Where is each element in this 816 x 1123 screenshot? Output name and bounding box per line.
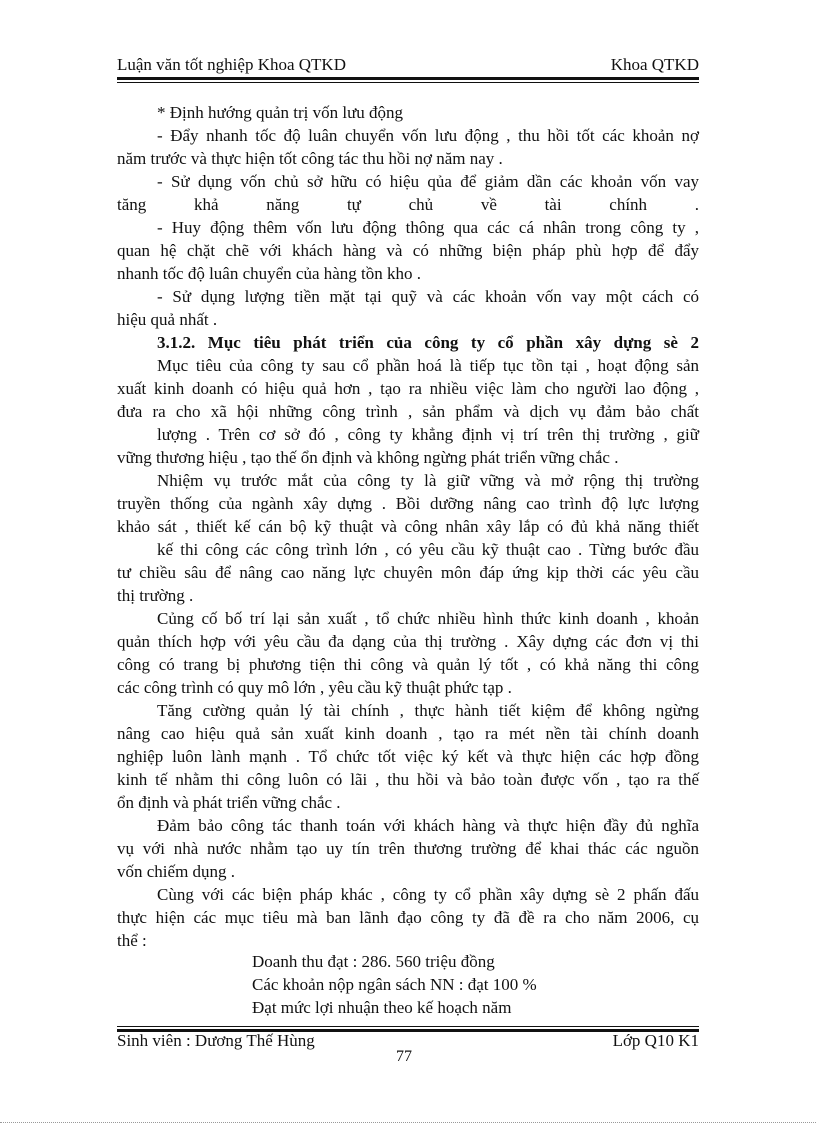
body-line: lượng . Trên cơ sở đó , công ty khẳng định vị trí trên thị trường , giữ — [157, 425, 699, 444]
body-line: kế thi công các công trình lớn , có yêu cầu kỹ thuật cao . Từng bước đầu — [157, 540, 699, 559]
body-line: hiệu quả nhất . — [117, 310, 218, 329]
target-budget: Các khoản nộp ngân sách NN : đạt 100 % — [252, 975, 537, 994]
body-line: Đảm bảo công tác thanh toán với khách hàng và thực hiện đầy đủ nghĩa — [157, 816, 699, 835]
footer-rule-thin — [117, 1026, 699, 1027]
body-line: tăng khả năng tự chủ về tài chính . — [117, 195, 699, 214]
section-heading: 3.1.2. Mục tiêu phát triển của công ty cổ phần xây dựng sè 2 — [157, 333, 699, 352]
body-line: quản thích hợp với yêu cầu đa dạng của thị trường . Xây dựng các đơn vị thi — [117, 632, 699, 651]
body-line: xuất kinh doanh có hiệu quả hơn , tạo ra nhiều việc làm cho người lao động , — [117, 379, 699, 398]
body-line: - Đẩy nhanh tốc độ luân chuyển vốn lưu động , thu hồi tốt các khoản nợ — [157, 126, 699, 145]
body-line: quan hệ chặt chẽ với khách hàng và có những biện pháp phù hợp để đẩy — [117, 241, 699, 260]
body-line: nhanh tốc độ luân chuyển của hàng tồn kho . — [117, 264, 422, 283]
body-line: - Huy động thêm vốn lưu động thông qua các cá nhân trong công ty , — [157, 218, 699, 237]
body-line: khảo sát , thiết kế cán bộ kỹ thuật và công nhân xây lắp có đủ khả năng thiết — [117, 517, 699, 536]
body-line: công có trang bị phương tiện thi công và quản lý tốt , có khả năng thi công — [117, 655, 699, 674]
body-line: thể : — [117, 931, 147, 950]
body-line: ổn định và phát triển vững chắc . — [117, 793, 341, 812]
body-line: các công trình có quy mô lớn , yêu cầu kỹ thuật phức tạp . — [117, 678, 512, 697]
body-line: - Sử dụng lượng tiền mặt tại quỹ và các khoản vốn vay một cách có — [157, 287, 699, 306]
body-line: * Định hướng quản trị vốn lưu động — [157, 103, 404, 122]
body-line: Củng cố bố trí lại sản xuất , tổ chức nhiều hình thức kinh doanh , khoản — [157, 609, 699, 628]
footer-class: Lớp Q10 K1 — [612, 1031, 699, 1050]
body-line: thực hiện các mục tiêu mà ban lãnh đạo công ty đã đề ra cho năm 2006, cụ — [117, 908, 699, 927]
page-number: 77 — [396, 1048, 412, 1065]
body-line: đưa ra cho xã hội những công trình , sản phẩm và dịch vụ đảm bảo chất — [117, 402, 699, 421]
body-line: năm trước và thực hiện tốt công tác thu hồi nợ năm nay . — [117, 149, 503, 168]
body-line: truyền thống của ngành xây dựng . Bồi dưỡng nâng cao trình độ lực lượng — [117, 494, 699, 513]
body-line: Mục tiêu của công ty sau cổ phần hoá là tiếp tục tồn tại , hoạt động sản — [157, 356, 699, 375]
body-line: tư chiều sâu để nâng cao năng lực chuyên môn đáp ứng kịp thời các yêu cầu — [117, 563, 699, 582]
target-revenue: Doanh thu đạt : 286. 560 triệu đồng — [252, 952, 495, 971]
target-profit: Đạt mức lợi nhuận theo kế hoạch năm — [252, 998, 512, 1017]
body-line: Tăng cường quản lý tài chính , thực hành tiết kiệm để không ngừng — [157, 701, 699, 720]
body-line: - Sử dụng vốn chủ sở hữu có hiệu qủa để giảm dần các khoản vốn vay — [157, 172, 699, 191]
body-line: kinh tế nhằm thi công luôn có lãi , thu hồi và bảo toàn được vốn , tạo ra thế — [117, 770, 699, 789]
body-line: Nhiệm vụ trước mắt của công ty là giữ vững và mở rộng thị trường — [157, 471, 699, 490]
body-line: thị trường . — [117, 586, 194, 605]
body-line: nâng cao hiệu quả sản xuất kinh doanh , tạo ra mét nền tài chính doanh — [117, 724, 699, 743]
body-line: vụ với nhà nước nhằm tạo uy tín trên thương trường để khai thác các nguồn — [117, 839, 699, 858]
header-rule-thin — [117, 82, 699, 83]
header-department: Khoa QTKD — [610, 55, 699, 74]
body-line: nghiệp luôn lành mạnh . Tổ chức tốt việc ký kết và thực hiện các hợp đồng — [117, 747, 699, 766]
footer-student: Sinh viên : Dương Thế Hùng — [117, 1031, 315, 1050]
body-line: Cùng với các biện pháp khác , công ty cổ phần xây dựng sè 2 phấn đấu — [157, 885, 699, 904]
body-line: vốn chiếm dụng . — [117, 862, 236, 881]
header-rule-thick — [117, 77, 699, 80]
header-title: Luận văn tốt nghiệp Khoa QTKD — [117, 55, 346, 74]
body-line: vững thương hiệu , tạo thế ổn định và không ngừng phát triển vững chắc . — [117, 448, 619, 467]
